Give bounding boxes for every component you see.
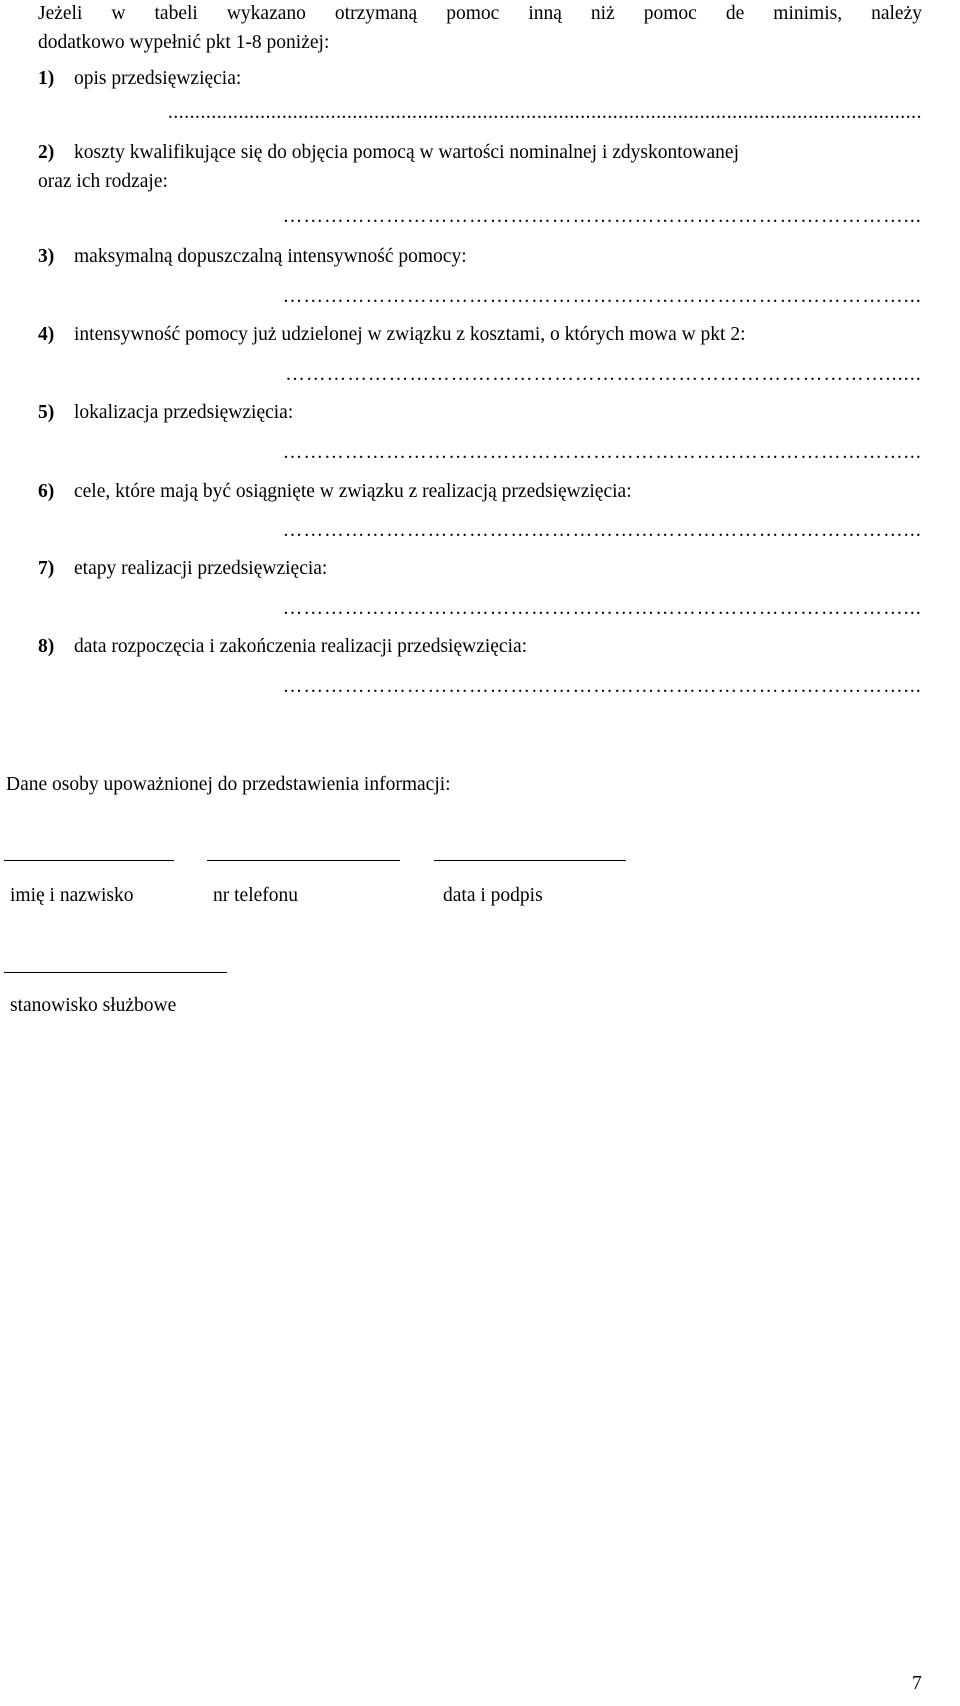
item-2-continuation: oraz ich rodzaje: xyxy=(38,171,168,192)
signature-heading: Dane osoby upoważnionej do przedstawienia informacji: xyxy=(6,774,451,795)
item-label: cele, które mają być osiągnięte w związku z realizacją przedsięwzięcia: xyxy=(74,481,632,502)
phone-signature-line[interactable] xyxy=(207,860,400,861)
item-8 xyxy=(38,637,527,657)
item-label: koszty kwalifikujące się do objęcia pomocą w wartości nominalnej i zdyskontowanej xyxy=(74,142,739,163)
item-label: opis przedsięwzięcia: xyxy=(74,68,242,89)
item-number: 1) xyxy=(38,68,55,89)
item-label: maksymalną dopuszczalną intensywność pomocy: xyxy=(74,246,467,267)
item-1-fill-line[interactable]: ........................................................................................................................................... xyxy=(167,103,922,123)
item-5-fill-line[interactable]: ………………………………………………………………………………... xyxy=(282,443,922,463)
item-6 xyxy=(38,482,632,502)
item-7-fill-line[interactable]: ………………………………………………………………………………... xyxy=(282,599,922,619)
item-4-fill-line[interactable]: ……………………………………………………………………………...... xyxy=(285,365,922,385)
item-7 xyxy=(38,559,327,579)
item-label: etapy realizacji przedsięwzięcia: xyxy=(74,558,328,579)
item-number: 5) xyxy=(38,402,55,423)
item-4 xyxy=(38,325,746,345)
position-signature-line[interactable] xyxy=(4,972,227,973)
item-2-fill-line[interactable]: ………………………………………………………………………………... xyxy=(282,207,922,227)
item-label: lokalizacja przedsięwzięcia: xyxy=(74,402,294,423)
item-number: 6) xyxy=(38,481,55,502)
item-3 xyxy=(38,247,467,267)
item-3-fill-line[interactable]: ………………………………………………………………………………... xyxy=(282,287,922,307)
item-number: 8) xyxy=(38,636,55,657)
intro-line-2: dodatkowo wypełnić pkt 1-8 poniżej: xyxy=(38,32,330,53)
item-label: data rozpoczęcia i zakończenia realizacji przedsięwzięcia: xyxy=(74,636,528,657)
item-8-fill-line[interactable]: ………………………………………………………………………………... xyxy=(282,677,922,697)
position-label: stanowisko służbowe xyxy=(10,995,177,1016)
name-label: imię i nazwisko xyxy=(10,885,134,906)
item-number: 2) xyxy=(38,142,55,163)
item-number: 4) xyxy=(38,324,55,345)
item-6-fill-line[interactable]: ………………………………………………………………………………... xyxy=(282,521,922,541)
item-2 xyxy=(38,143,739,163)
item-number: 7) xyxy=(38,558,55,579)
item-label: intensywność pomocy już udzielonej w związku z kosztami, o których mowa w pkt 2: xyxy=(74,324,746,345)
page-number: 7 xyxy=(912,1673,922,1694)
name-signature-line[interactable] xyxy=(4,860,174,861)
item-1 xyxy=(38,69,241,89)
intro-line-1: Jeżeli w tabeli wykazano otrzymaną pomoc inną niż pomoc de minimis, należy xyxy=(38,3,922,24)
date-label: data i podpis xyxy=(443,885,543,906)
item-number: 3) xyxy=(38,246,55,267)
phone-label: nr telefonu xyxy=(213,885,299,906)
date-signature-line[interactable] xyxy=(434,860,626,861)
item-5 xyxy=(38,403,293,423)
